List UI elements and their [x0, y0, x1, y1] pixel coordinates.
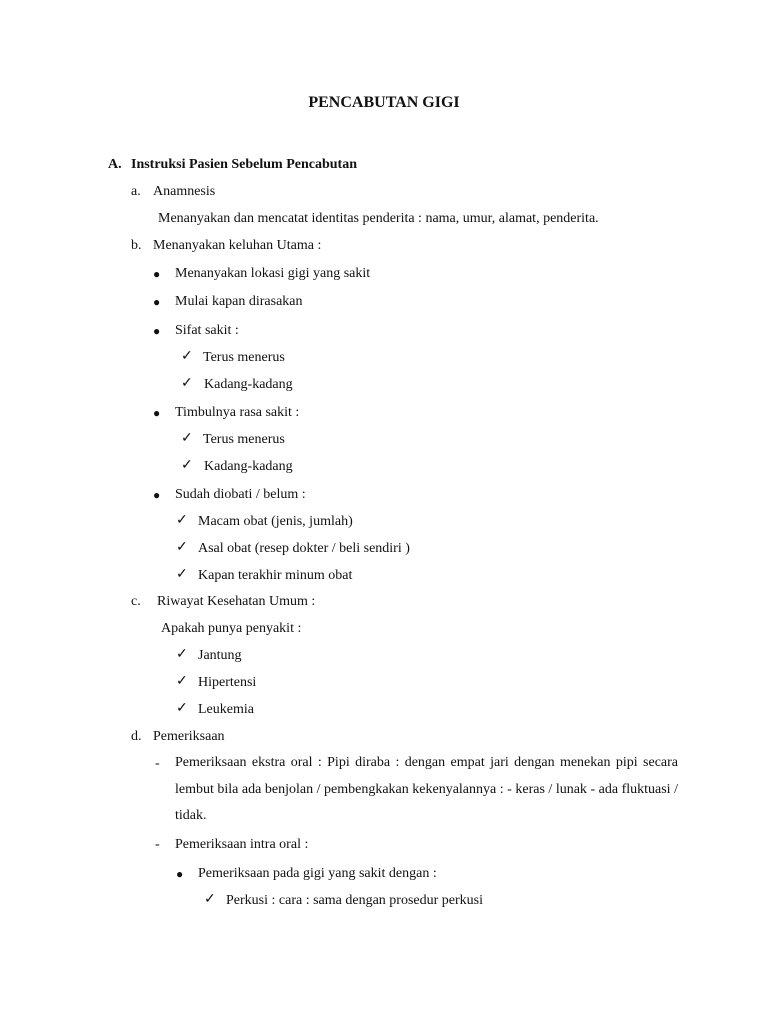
item-d-marker: d.: [131, 729, 142, 744]
section-marker: A.: [108, 157, 122, 172]
item-d-label: Pemeriksaan: [153, 729, 225, 744]
check-icon: ✓: [176, 513, 188, 528]
bullet-icon: ●: [153, 488, 161, 502]
check-icon: ✓: [176, 647, 188, 662]
bullet-icon: ●: [153, 267, 161, 281]
bullet-icon: ●: [153, 406, 161, 420]
list-item: Perkusi : cara : sama dengan prosedur perkusi: [226, 893, 483, 908]
check-icon: ✓: [176, 701, 188, 716]
check-icon: ✓: [181, 376, 193, 391]
bullet-icon: ●: [153, 324, 161, 338]
list-item: Leukemia: [198, 702, 254, 717]
check-icon: ✓: [181, 431, 193, 446]
check-icon: ✓: [176, 674, 188, 689]
section-heading: Instruksi Pasien Sebelum Pencabutan: [131, 157, 357, 172]
list-item: Hipertensi: [198, 675, 257, 690]
list-item: Asal obat (resep dokter / beli sendiri ): [198, 541, 410, 556]
list-item: Kadang-kadang: [204, 377, 293, 392]
bullet-icon: ●: [176, 867, 184, 881]
list-item: Timbulnya rasa sakit :: [175, 405, 300, 420]
list-item: Sifat sakit :: [175, 323, 239, 338]
list-item: Menanyakan lokasi gigi yang sakit: [175, 266, 371, 281]
check-icon: ✓: [176, 567, 188, 582]
item-c-question: Apakah punya penyakit :: [161, 621, 302, 636]
list-item: Pemeriksaan pada gigi yang sakit dengan :: [198, 866, 437, 881]
item-c-label: Riwayat Kesehatan Umum :: [157, 594, 316, 609]
intra-oral-label: Pemeriksaan intra oral :: [175, 837, 309, 852]
check-icon: ✓: [204, 892, 216, 907]
list-item: Terus menerus: [203, 432, 285, 447]
item-a-label: Anamnesis: [153, 184, 216, 199]
list-item: Mulai kapan dirasakan: [175, 294, 303, 309]
check-icon: ✓: [181, 458, 193, 473]
dash-marker: -: [155, 837, 160, 852]
list-item: Kapan terakhir minum obat: [198, 568, 353, 583]
item-a-detail: Menanyakan dan mencatat identitas penderita : nama, umur, alamat, penderita.: [158, 211, 599, 226]
item-b-label: Menanyakan keluhan Utama :: [153, 238, 322, 253]
item-b-marker: b.: [131, 238, 142, 253]
dash-marker: -: [155, 756, 160, 771]
list-item: Kadang-kadang: [204, 459, 293, 474]
check-icon: ✓: [181, 349, 193, 364]
extra-oral-paragraph: Pemeriksaan ekstra oral : Pipi diraba : dengan empat jari dengan menekan pipi secara lembut bila ada benjolan / pembengkakan kekenyalannya : - keras / lunak - ada fluktuasi / tidak.: [175, 755, 678, 823]
list-item: Jantung: [198, 648, 242, 663]
page-title: PENCABUTAN GIGI: [308, 94, 460, 111]
item-a-marker: a.: [131, 184, 141, 199]
check-icon: ✓: [176, 540, 188, 555]
list-item: Sudah diobati / belum :: [175, 487, 306, 502]
list-item: Macam obat (jenis, jumlah): [198, 514, 353, 529]
item-c-marker: c.: [131, 594, 141, 609]
list-item: Terus menerus: [203, 350, 285, 365]
bullet-icon: ●: [153, 295, 161, 309]
